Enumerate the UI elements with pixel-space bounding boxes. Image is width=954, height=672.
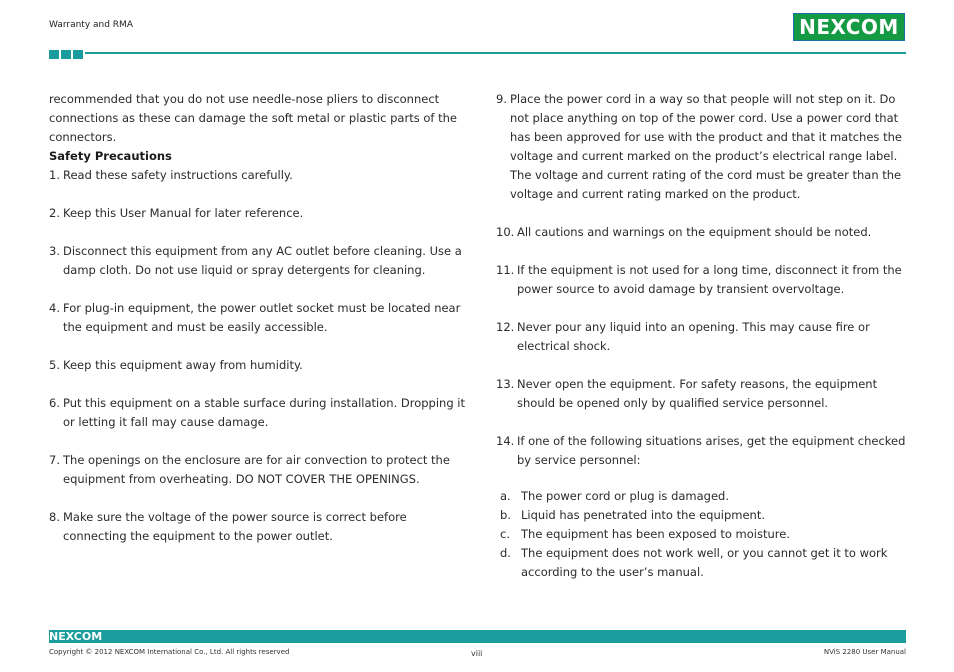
item-text: If one of the following situations arises, get the equipment checked by service personnel:	[517, 434, 906, 467]
list-item	[49, 299, 469, 337]
item-text: All cautions and warnings on the equipment should be noted.	[517, 225, 872, 239]
item-number: 2.	[49, 206, 60, 220]
header-square	[49, 50, 59, 59]
logo-text: NEXCOM	[799, 15, 899, 39]
sub-item-text: The equipment has been exposed to moisture.	[521, 527, 790, 541]
item-number: 6.	[49, 396, 60, 410]
section-title: Warranty and RMA	[49, 20, 133, 30]
list-item	[49, 394, 469, 432]
footer-nexcom-logo	[49, 630, 109, 643]
item-number: 9.	[496, 92, 507, 106]
sub-item-text: Liquid has penetrated into the equipment.	[521, 508, 765, 522]
item-number: 3.	[49, 244, 60, 258]
sub-list-item	[496, 544, 908, 582]
list-item	[496, 90, 908, 204]
item-number: 14.	[496, 434, 515, 448]
list-item	[496, 318, 908, 356]
item-text: Never open the equipment. For safety reasons, the equipment should be opened only by qualified service personnel.	[517, 377, 878, 410]
item-text: Read these safety instructions carefully.	[63, 168, 293, 182]
header-square	[61, 50, 71, 59]
item-text: Disconnect this equipment from any AC outlet before cleaning. Use a damp cloth. Do not use liquid or spray detergents for cleaning.	[63, 244, 462, 277]
sub-item-letter: b.	[500, 508, 511, 522]
item-number: 11.	[496, 263, 515, 277]
sub-list-item	[496, 506, 908, 525]
header-square	[73, 50, 83, 59]
item-text: If the equipment is not used for a long time, disconnect it from the power source to avoid damage by transient overvoltage.	[517, 263, 902, 296]
sub-list	[496, 487, 908, 582]
list-item	[496, 223, 908, 242]
manual-name: NViS 2280 User Manual	[823, 648, 906, 656]
item-number: 1.	[49, 168, 60, 182]
list-item	[49, 508, 469, 546]
sub-item-letter: c.	[500, 527, 510, 541]
item-text: Make sure the voltage of the power source is correct before connecting the equipment to the power outlet.	[63, 510, 407, 543]
item-number: 4.	[49, 301, 60, 315]
item-text: Put this equipment on a stable surface during installation. Dropping it or letting it fall may cause damage.	[63, 396, 466, 429]
intro-paragraph: recommended that you do not use needle-nose pliers to disconnect connections as these can damage the soft metal or plastic parts of the connectors.	[49, 92, 457, 144]
list-item	[49, 356, 469, 375]
list-item	[496, 261, 908, 299]
item-number: 8.	[49, 510, 60, 524]
footer-logo-text: NEXCOM	[49, 630, 103, 643]
list-item	[49, 451, 469, 489]
nexcom-logo	[793, 13, 905, 41]
item-text: For plug-in equipment, the power outlet socket must be located near the equipment and must be easily accessible.	[63, 301, 461, 334]
item-number: 5.	[49, 358, 60, 372]
item-text: Never pour any liquid into an opening. This may cause fire or electrical shock.	[517, 320, 870, 353]
item-text: Keep this equipment away from humidity.	[63, 358, 303, 372]
item-number: 10.	[496, 225, 515, 239]
header-rule	[85, 52, 906, 54]
sub-list-item	[496, 487, 908, 506]
sub-item-text: The equipment does not work well, or you cannot get it to work according to the user’s manual.	[521, 546, 888, 579]
item-number: 7.	[49, 453, 60, 467]
header-squares-decoration	[49, 50, 83, 59]
page-number: viii	[471, 649, 483, 658]
list-item	[49, 204, 469, 223]
item-text: The openings on the enclosure are for air convection to protect the equipment from overheating. DO NOT COVER THE OPENINGS.	[63, 453, 450, 486]
item-number: 12.	[496, 320, 515, 334]
sub-item-letter: d.	[500, 546, 511, 560]
item-text: Place the power cord in a way so that people will not step on it. Do not place anything on top of the power cord. Use a power cord that has been approved for use with the product and that it matches the voltage and current marked on the product’s electrical range label. The voltage and current rating of the cord must be greater than the voltage and current rating marked on the product.	[510, 92, 902, 201]
right-column	[496, 90, 908, 582]
item-number: 13.	[496, 377, 515, 391]
list-item	[49, 166, 469, 185]
sub-item-text: The power cord or plug is damaged.	[521, 489, 730, 503]
sub-item-letter: a.	[500, 489, 511, 503]
footer-bar	[49, 630, 906, 643]
list-item	[496, 432, 908, 470]
item-text: Keep this User Manual for later reference.	[63, 206, 304, 220]
list-item	[496, 375, 908, 413]
sub-list-item	[496, 525, 908, 544]
list-item	[49, 242, 469, 280]
copyright-text: Copyright © 2012 NEXCOM International Co., Ltd. All rights reserved	[49, 648, 290, 656]
left-column	[49, 90, 469, 565]
section-heading: Safety Precautions	[49, 149, 172, 163]
